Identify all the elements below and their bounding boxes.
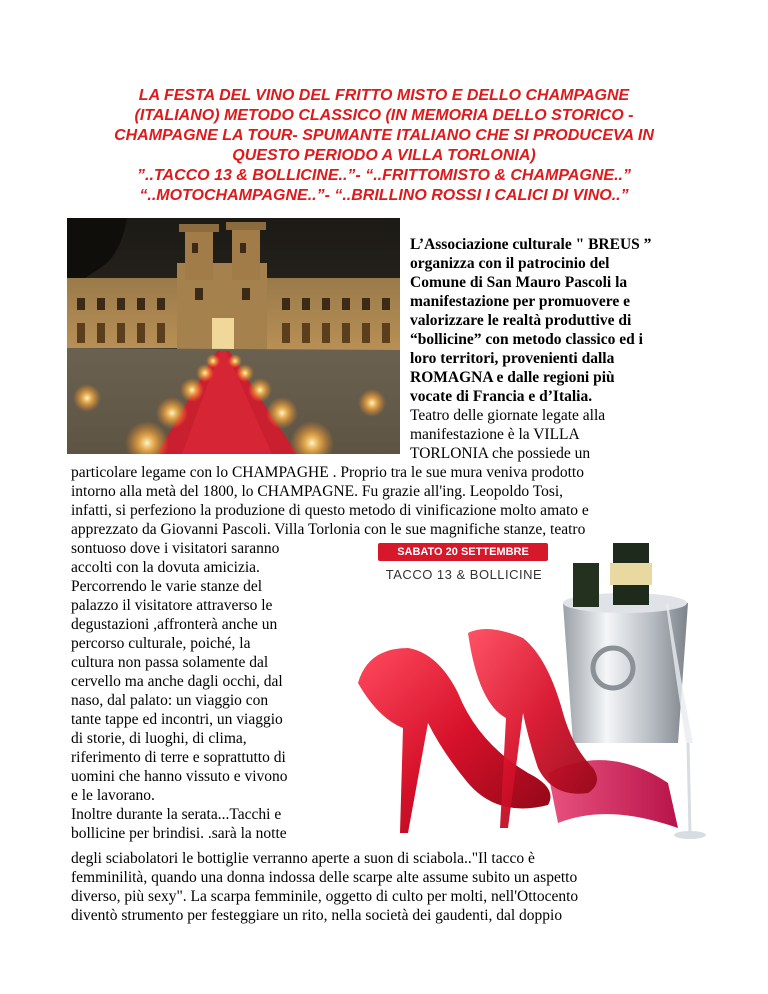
text-line: bollicine per brindisi. .sarà la notte — [71, 825, 287, 842]
text-line: cultura non passa solamente dal — [71, 654, 269, 671]
text-line: diventò strumento per festeggiare un rito, nella società dei gaudenti, dal doppio — [71, 907, 563, 924]
intro-line: vocate di Francia e d’Italia. — [410, 388, 593, 405]
text-line: uomini che hanno vissuto e vivono — [71, 768, 288, 785]
text-line: manifestazione è la VILLA — [410, 426, 580, 443]
text-line: e le lavorano. — [71, 787, 155, 804]
text-line: Inoltre durante la serata...Tacchi e — [71, 806, 282, 823]
text-line: TORLONIA che possiede un — [410, 445, 591, 462]
text-line: palazzo il visitatore attraverso le — [71, 597, 273, 614]
title-line: LA FESTA DEL VINO DEL FRITTO MISTO E DELLO CHAMPAGNE — [138, 87, 630, 104]
text-line: Percorrendo le varie stanze del — [71, 578, 263, 595]
text-line: riferimento di terre e soprattutto di — [71, 749, 286, 766]
text-line: particolare legame con lo CHAMPAGHE . Proprio tra le sue mura veniva prodotto — [71, 464, 584, 481]
intro-paragraph — [410, 235, 651, 406]
text-line: diverso, più sexy". La scarpa femminile, oggetto di culto per molti, nell'Ottocento — [71, 888, 579, 905]
text-line: cervello ma anche dagli occhi, dal — [71, 673, 283, 690]
text-line: degli sciabolatori le bottiglie verranno aperte a suon di sciabola.."Il tacco è — [71, 850, 535, 867]
intro-line: loro territori, provenienti dalla — [410, 350, 615, 367]
intro-line: ROMAGNA e dalle regioni più — [410, 369, 615, 386]
villa-paragraph — [71, 463, 589, 539]
document-title — [60, 86, 708, 206]
intro-line: valorizzare le realtà produttive di — [410, 312, 632, 329]
visit-paragraph — [71, 539, 288, 843]
heel-paragraph — [71, 849, 578, 925]
intro-line: “bollicine” con metodo classico ed i — [410, 331, 643, 348]
text-line: di storie, di luoghi, di clima, — [71, 730, 247, 747]
title-line: CHAMPAGNE LA TOUR- SPUMANTE ITALIANO CHE SI PRODUCEVA IN — [114, 127, 654, 144]
text-line: sontuoso dove i visitatori saranno — [71, 540, 280, 557]
intro-line: Comune di San Mauro Pascoli la — [410, 274, 628, 291]
text-line: infatti, si perfeziono la produzione di questo metodo di vinificazione molto amato e — [71, 502, 589, 519]
title-line: ”..TACCO 13 & BOLLICINE..”- “..FRITTOMISTO & CHAMPAGNE..” — [137, 167, 631, 184]
intro-line: organizza con il patrocinio del — [410, 255, 610, 272]
intro-line: manifestazione per promuovere e — [410, 293, 630, 310]
villa-paragraph-start — [410, 406, 605, 463]
title-line: (ITALIANO) METODO CLASSICO (IN MEMORIA DELLO STORICO - — [134, 107, 634, 124]
title-line: QUESTO PERIODO A VILLA TORLONIA) — [232, 147, 536, 164]
poster-logo-text: TACCO 13 & BOLLICINE — [385, 567, 543, 582]
intro-line: L’Associazione culturale " BREUS ” — [410, 236, 652, 253]
text-line: femminilità, quando una donna indossa delle scarpe alte assume subito un aspetto — [71, 869, 578, 886]
text-line: naso, dal palato: un viaggio con — [71, 692, 269, 709]
text-line: apprezzato da Giovanni Pascoli. Villa Torlonia con le sue magnifiche stanze, teatro — [71, 521, 586, 538]
text-line: accolti con la dovuta amicizia. — [71, 559, 260, 576]
villa-torlonia-photo — [67, 218, 400, 454]
text-line: tante tappe ed incontri, un viaggio — [71, 711, 283, 728]
text-line: degustazioni ,affronterà anche un — [71, 616, 278, 633]
text-line: intorno alla metà del 1800, lo CHAMPAGNE. Fu grazie all'ing. Leopoldo Tosi, — [71, 483, 564, 500]
title-line: “..MOTOCHAMPAGNE..”- “..BRILLINO ROSSI I CALICI DI VINO..” — [139, 187, 629, 204]
poster-date-banner: SABATO 20 SETTEMBRE — [397, 546, 529, 558]
text-line: percorso culturale, poiché, la — [71, 635, 251, 652]
tacco-bollicine-poster — [348, 543, 710, 849]
text-line: Teatro delle giornate legate alla — [410, 407, 606, 424]
